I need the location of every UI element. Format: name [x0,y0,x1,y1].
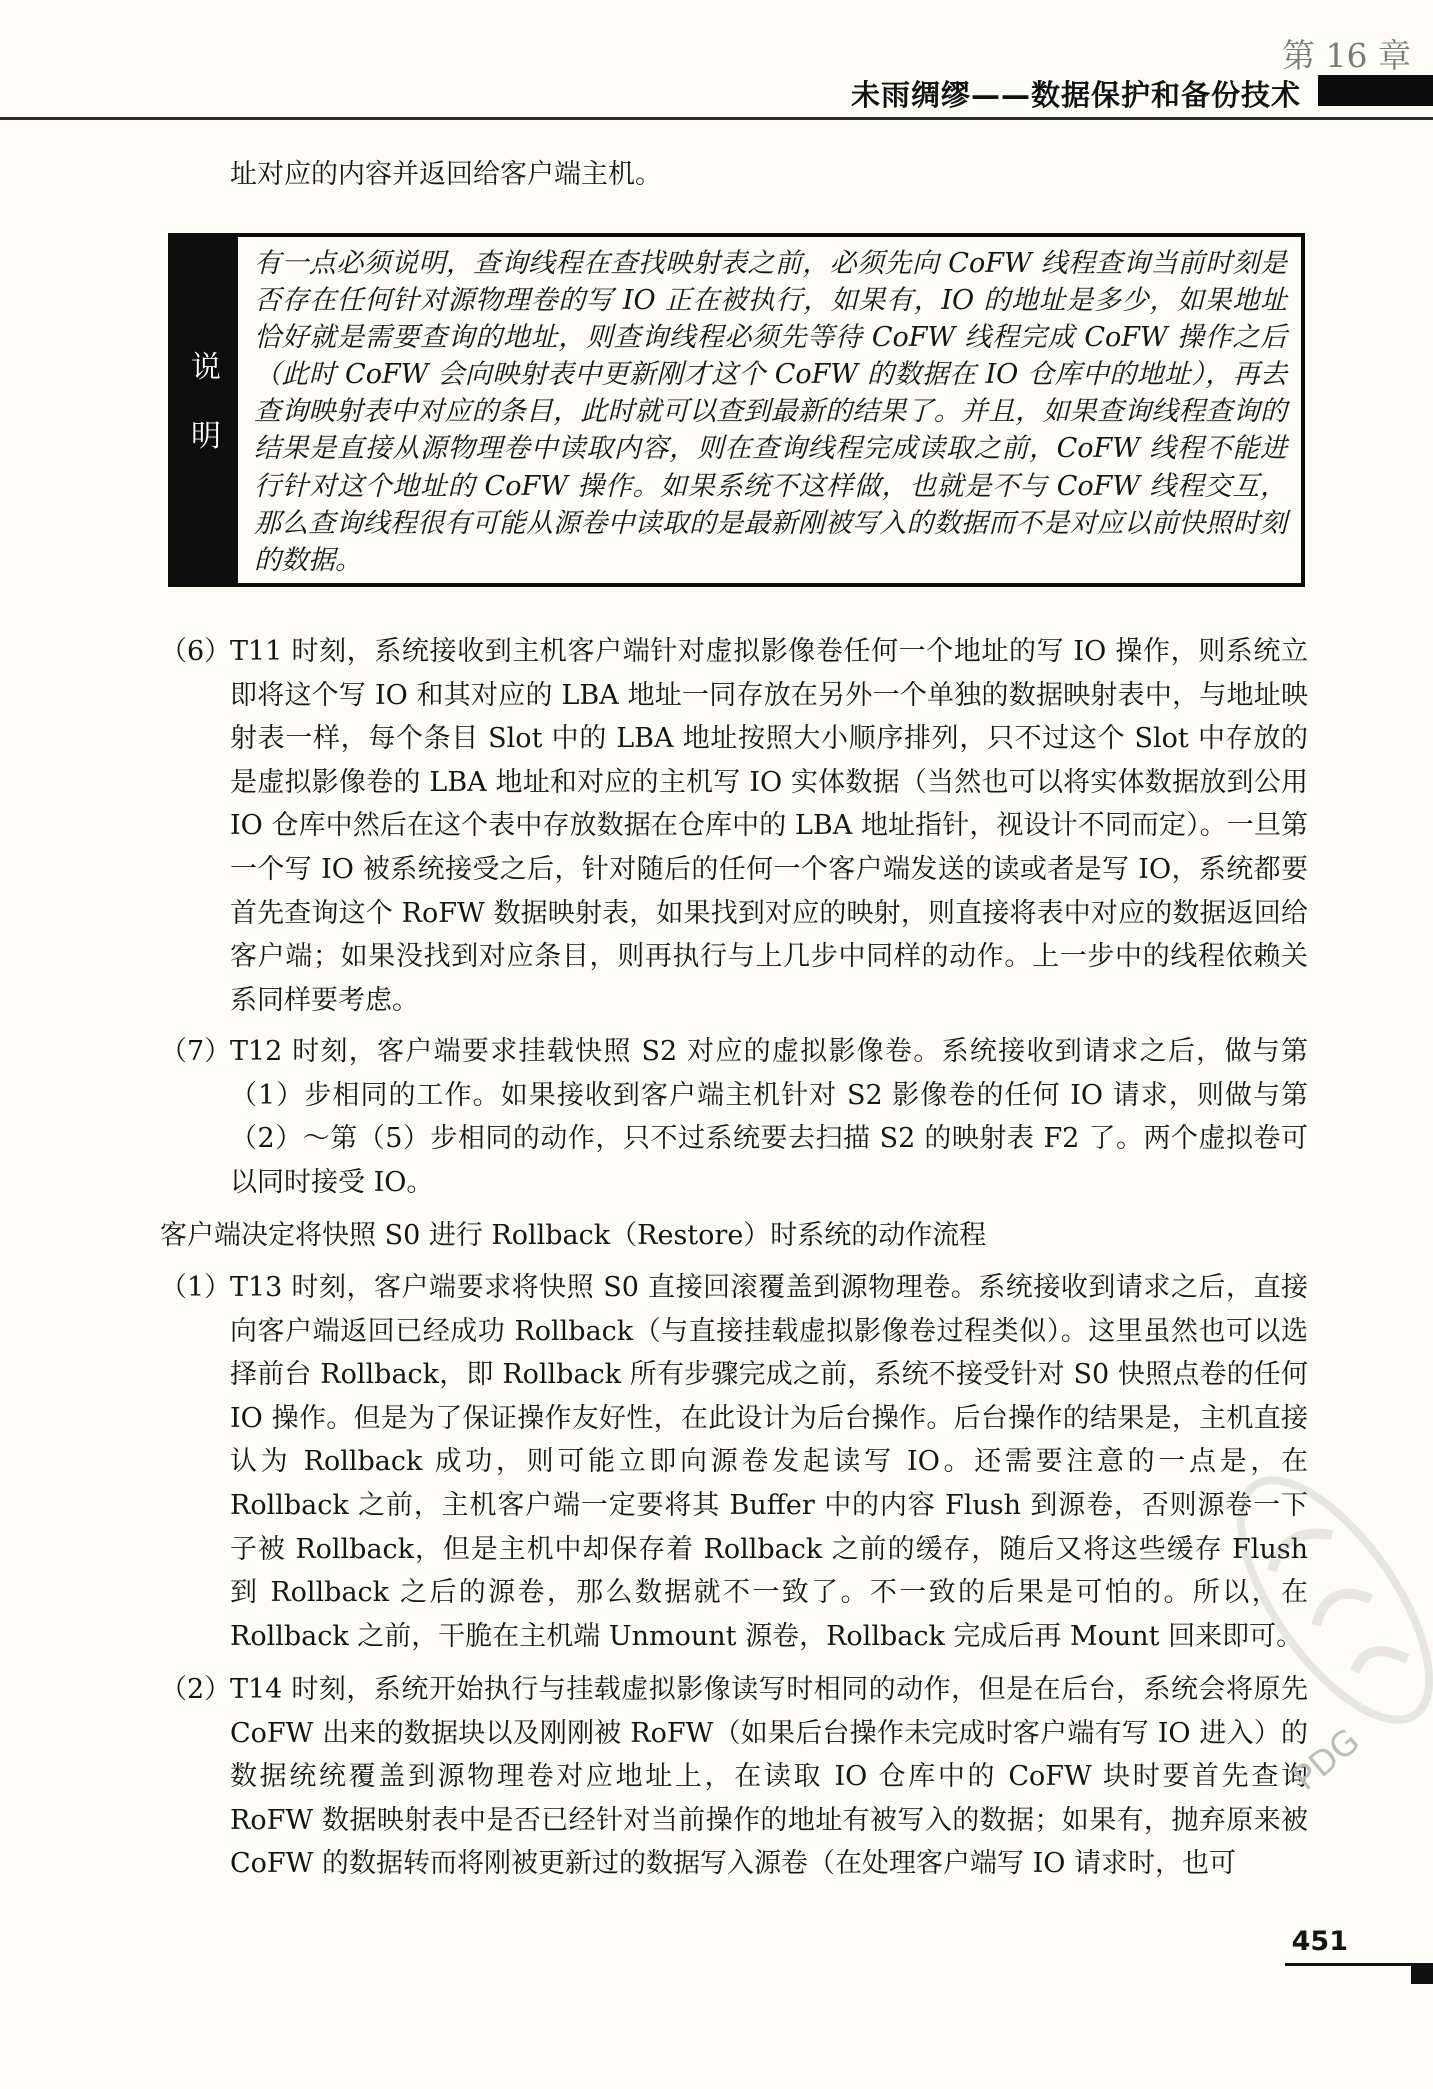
list-item-number: （7） [160,1036,232,1067]
note-label [182,333,230,471]
page-number: 451 [1291,1926,1348,1957]
running-header-title: 未雨绸缪——数据保护和备份技术 [850,78,1301,112]
watermark-label: PDG [1285,1721,1368,1799]
list-item-text: T14 时刻，系统开始执行与挂载虚拟影像读写时相同的动作，但是在后台，系统会将原先 CoFW 出来的数据块以及刚刚被 RoFW（如果后台操作未完成时客户端有写 IO 进入）的数据统统覆盖到源物理卷对应地址上，在读取 IO 仓库中的 CoFW 块时要首先查询 RoFW 数据映射表中是否已经针对当前操作的地址有被写入的数据；如果有，抛弃原来被 CoFW 的数据转而将刚被更新过的数据写入源卷（在处理客户端写 IO 请求时，也可 [230,1674,1308,1880]
list-item-2 [160,1668,1308,1886]
list-item-text: T11 时刻，系统接收到主机客户端针对虚拟影像卷任何一个地址的写 IO 操作，则系统立即将这个写 IO 和其对应的 LBA 地址一同存放在另外一个单独的数据映射表中，与地址映射表一样，每个条目 Slot 中的 LBA 地址按照大小顺序排列，只不过这个 Slot 中存放的是虚拟影像卷的 LBA 地址和对应的主机写 IO 实体数据（当然也可以将实体数据放到公用 IO 仓库中然后在这个表中存放数据在仓库中的 LBA 地址指针，视设计不同而定）。一旦第一个写 IO 被系统接受之后，针对随后的任何一个客户端发送的读或者是写 IO，系统都要首先查询这个 RoFW 数据映射表，如果找到对应的映射，则直接将表中对应的数据返回给客户端；如果没找到对应条目，则再执行与上几步中同样的动作。上一步中的线程依赖关系同样要考虑。 [230,636,1308,1016]
list-item-1 [160,1266,1308,1658]
footer-block [1411,1966,1433,1984]
note-label-char: 明 [191,419,221,454]
intro-line: 址对应的内容并返回给客户端主机。 [230,159,662,190]
note-label-char: 说 [191,350,221,385]
section-heading: 客户端决定将快照 S0 进行 Rollback（Restore）时系统的动作流程 [160,1220,987,1251]
list-item-number: （6） [160,636,232,667]
list-item-text: T13 时刻，客户端要求将快照 S0 直接回滚覆盖到源物理卷。系统接收到请求之后，直接向客户端返回已经成功 Rollback（与直接挂载虚拟影像卷过程类似）。这里虽然也可以选择前台 Rollback，即 Rollback 所有步骤完成之前，系统不接受针对 S0 快照点卷的任何 IO 操作。但是为了保证操作友好性，在此设计为后台操作。后台操作的结果是，主机直接认为 Rollback 成功，则可能立即向源卷发起读写 IO。还需要注意的一点是，在 Rollback 之前，主机客户端一定要将其 Buffer 中的内容 Flush 到源卷，否则源卷一下子被 Rollback，但是主机中却保存着 Rollback 之前的缓存，随后又将这些缓存 Flush 到 Rollback 之后的源卷，那么数据就不一致了。不一致的后果是可怕的。所以，在 Rollback 之前，干脆在主机端 Unmount 源卷，Rollback 完成后再 Mount 回来即可。 [230,1272,1308,1652]
note-box [168,233,1305,587]
list-item-number: （1） [160,1272,232,1303]
list-item-7 [160,1030,1308,1204]
header-black-block [1318,75,1433,106]
list-item-6 [160,630,1308,1022]
chapter-number: 第 16 章 [1282,36,1411,75]
header-rule [0,117,1433,120]
list-item-number: （2） [160,1674,232,1705]
list-item-text: T12 时刻，客户端要求挂载快照 S2 对应的虚拟影像卷。系统接收到请求之后，做与第（1）步相同的工作。如果接收到客户端主机针对 S2 影像卷的任何 IO 请求，则做与第（2）～第（5）步相同的动作，只不过系统要去扫描 S2 的映射表 F2 了。两个虚拟卷可以同时接受 IO。 [230,1036,1308,1198]
note-text: 有一点必须说明，查询线程在查找映射表之前，必须先向 CoFW 线程查询当前时刻是否存在任何针对源物理卷的写 IO 正在被执行，如果有，IO 的地址是多少，如果地址恰好就是需要查询的地址，则查询线程必须先等待 CoFW 线程完成 CoFW 操作之后（此时 CoFW 会向映射表中更新刚才这个 CoFW 的数据在 IO 仓库中的地址），再去查询映射表中对应的条目，此时就可以查到最新的结果了。并且，如果查询线程查询的结果是直接从源物理卷中读取内容，则在查询线程完成读取之前，CoFW 线程不能进行针对这个地址的 CoFW 操作。如果系统不这样做，也就是不与 CoFW 线程交互，那么查询线程很有可能从源卷中读取的是最新刚被写入的数据而不是对应以前快照时刻的数据。 [238,237,1301,583]
